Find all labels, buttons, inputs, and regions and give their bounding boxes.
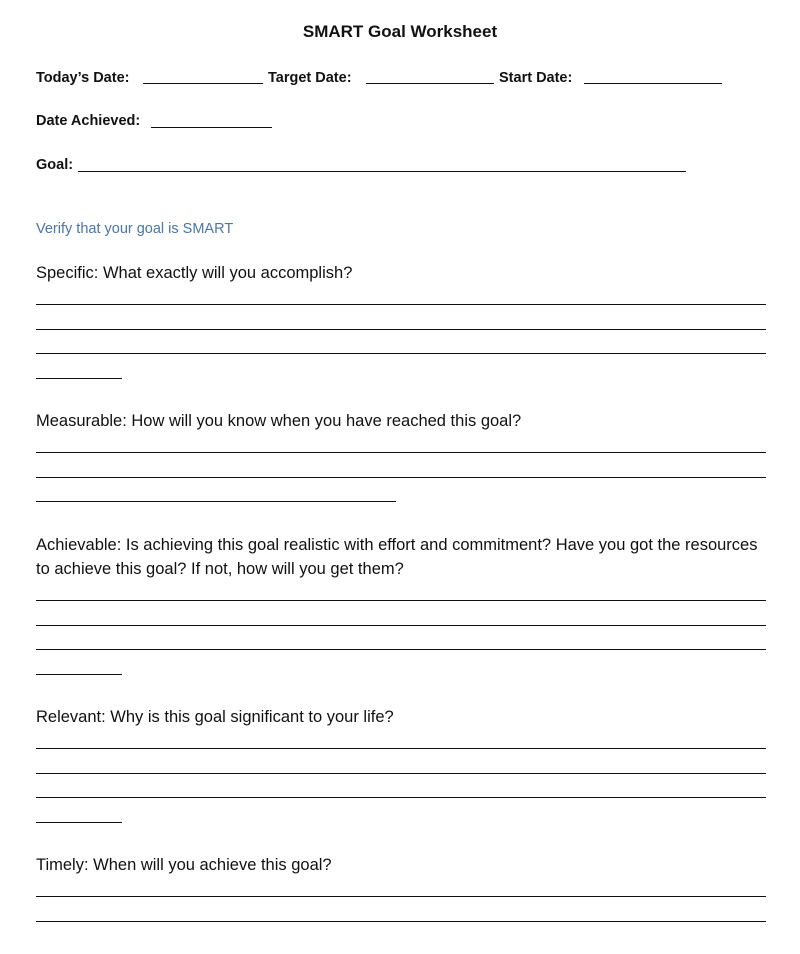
todays-date-label: Today’s Date:: [36, 70, 130, 86]
goal-label: Goal:: [36, 157, 74, 173]
specific-answer-line[interactable]: [36, 304, 766, 305]
specific-answer-line[interactable]: [36, 378, 122, 379]
date-achieved-label: Date Achieved:: [36, 113, 141, 129]
achievable-question: Achievable: Is achieving this goal realistic with effort and commitment? Have you got the resources to achieve this goal? If not, how will you get them?: [36, 536, 758, 578]
relevant-question: Relevant: Why is this goal significant to your life?: [36, 708, 394, 726]
specific-answer-line[interactable]: [36, 329, 766, 330]
target-date-label: Target Date:: [268, 70, 352, 86]
page-title: SMART Goal Worksheet: [302, 22, 498, 41]
smart-subheading: Verify that your goal is SMART: [36, 221, 234, 237]
date-achieved-field[interactable]: [151, 127, 272, 128]
relevant-answer-line[interactable]: [36, 773, 766, 774]
target-date-field[interactable]: [366, 83, 494, 84]
measurable-answer-line[interactable]: [36, 477, 766, 478]
measurable-answer-line[interactable]: [36, 452, 766, 453]
goal-field[interactable]: [78, 171, 686, 172]
specific-answer-line[interactable]: [36, 353, 766, 354]
start-date-label: Start Date:: [499, 70, 573, 86]
timely-answer-line[interactable]: [36, 896, 766, 897]
timely-answer-line[interactable]: [36, 921, 766, 922]
specific-question: Specific: What exactly will you accomplish?: [36, 264, 353, 282]
relevant-answer-line[interactable]: [36, 822, 122, 823]
achievable-answer-line[interactable]: [36, 600, 766, 601]
timely-question: Timely: When will you achieve this goal?: [36, 856, 332, 874]
achievable-answer-line[interactable]: [36, 625, 766, 626]
achievable-answer-line[interactable]: [36, 649, 766, 650]
todays-date-field[interactable]: [143, 83, 263, 84]
achievable-answer-line[interactable]: [36, 674, 122, 675]
relevant-answer-line[interactable]: [36, 748, 766, 749]
relevant-answer-line[interactable]: [36, 797, 766, 798]
start-date-field[interactable]: [584, 83, 722, 84]
measurable-question: Measurable: How will you know when you have reached this goal?: [36, 412, 522, 430]
measurable-answer-line[interactable]: [36, 501, 396, 502]
